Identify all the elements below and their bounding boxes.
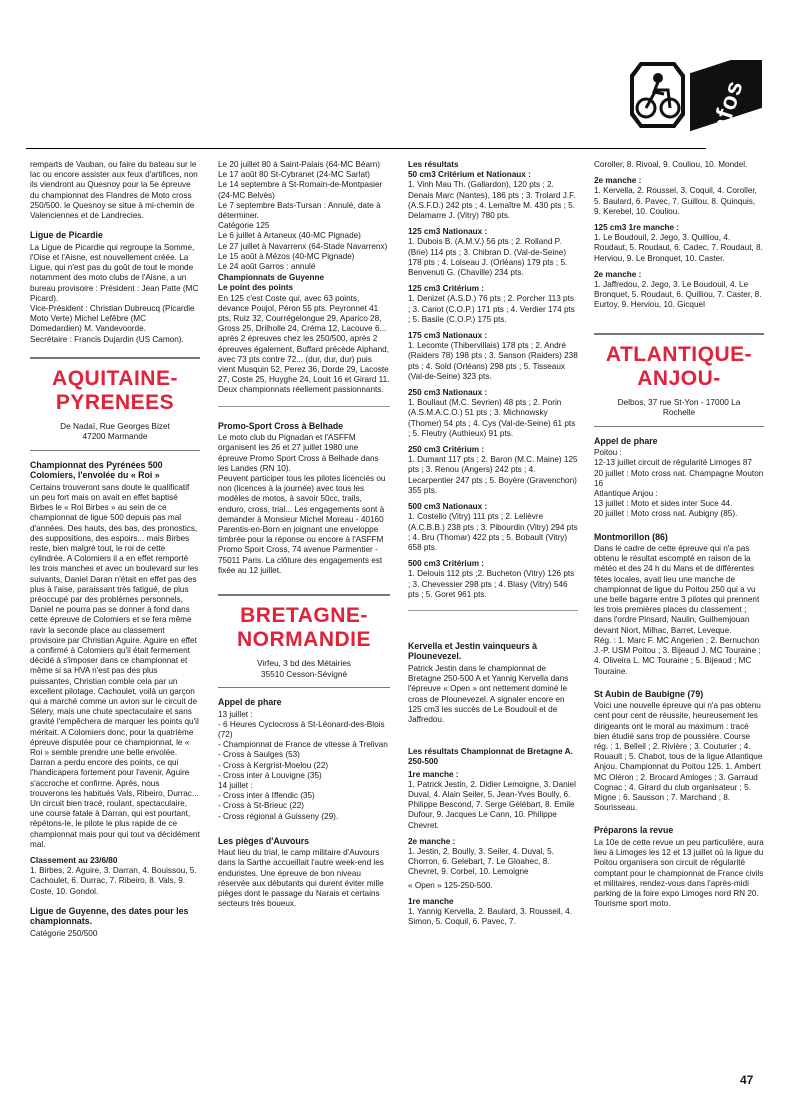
result-text: 1. Dubois B. (A.M.V.) 56 pts ; 2. Rolland P. (Brie) 114 pts ; 3. Chibran D. (Val-de-Seine) 178 pts ; 4. Loiseau J. (Orléans) 179 pts ; 5. Benvenuti G. (Chaville) 234 pts. <box>408 237 568 278</box>
intro-text: remparts de Vauban, ou faire du bateau sur le lac ou encore assister aux feux d'artifices, non ils viendront au Quesnoy pour la 5e épreuve du championnat des Flandres de Moto cross 250/500. le Quesnoy se situe à mi-chemin de Valenciennes et de Landrecies. <box>30 160 198 221</box>
subsection-title: 175 cm3 Nationaux : <box>408 331 488 341</box>
section-text: La 10e de cette revue un peu particulière, aura lieu à Limoges les 12 et 13 juillet où la ligue du Poitou organisera son circuit de régularité comptant pour le championnat de France civils et militaires, rendez-vous dans l'après-midi parking de la foire expo Limoges nord RN 20. Tourisme sport moto. <box>594 837 764 909</box>
section-title: St Aubin de Baubigne (79) <box>594 688 704 699</box>
region-title: NORMANDIE <box>237 628 371 652</box>
column-2 <box>218 160 390 910</box>
region-banner-atlantique <box>594 333 764 391</box>
section-title: Préparons la revue <box>594 825 674 836</box>
section-text: Le moto club du Pignadan et l'ASFFM organisent les 26 et 27 juillet 1980 une épreuve Promo Sport Cross à Belhade dans les Landes (RN 10). Peuvent participer tous les pilotes licenciés ou non (licences à la journée) avec tous les modèles de motos, à savoir 50cc, trails, enduro, cross, trial... Les engagements sont à demander à Monsieur Michel Moreau - 40160 Parentis-en-Born en joignant une enveloppe timbrée pour la réponse ou encore à l'ASFFM Promo Sport Cross, 74 avenue Parmentier - 75011 Paris. La clôture des engagements est fixée au 12 juillet. <box>218 433 386 575</box>
region-address <box>594 397 764 427</box>
column-3 <box>408 160 578 928</box>
result-text: 1. Patrick Jestin, 2. Didier Lemoigne, 3. Daniel Duval, 4. Alain Seiler, 5. Jean-Yves Boully, 6. Philippe Bescond, 7. Serge Gélébart, 8. Emile Dufour, 9. Jacques Le Cann, 10. Philippe Chevret. <box>408 779 576 830</box>
address-line: 47200 Marmande <box>82 431 148 442</box>
section-text: 13 juillet : - 6 Heures Cyclocross à St-Léonard-des-Blois (72) - Championnat de France de vitesse à Trelivan - Cross à Saulges (53) - Cross à Kergrist-Moelou (22) - Cross inter à Louvigne (35) 14 juillet : - Cross inter à Iffendic (35) - Cross à St-Brieuc (22) - Cross régional à Guisseny (29). <box>218 709 388 821</box>
subsection-title: 2e manche : <box>408 836 456 846</box>
subsection-title: 2e manche : <box>594 269 642 279</box>
result-text: 1. Jestin, 2. Boully, 3. Seiler, 4. Duval, 5. Chorron, 6. Gelebart, 7. Le Gloahec, 8. Chevret, 9. Corbel, 10. Lemoigne <box>408 846 554 877</box>
subsection-title: Les résultats Championnat de Bretagne A. 250-500 <box>408 747 573 767</box>
region-title: PYRENEES <box>55 390 175 414</box>
subsection-title: 2e manche : <box>594 176 642 186</box>
section-text: Catégorie 250/500 <box>30 928 98 938</box>
column-1 <box>30 160 200 940</box>
page-number: 47 <box>740 1073 754 1087</box>
region-title: ATLANTIQUE- <box>605 342 753 366</box>
result-text: 1. Vinh Mau Th. (Gallardon), 120 pts ; 2. Denais Marc (Nantes), 186 pts ; 3. Trolard J.F. (A.S.F.D.) 242 pts ; 4. Lemaître M. 430 pts ; 5. Delamarre J. (Vitry) 780 pts. <box>408 180 576 221</box>
subsection-title: 250 cm3 Nationaux : <box>408 388 488 398</box>
subsection-title: 500 cm3 Critérium : <box>408 559 484 569</box>
result-text: Coroller, 8. Rivoal, 9. Couliou, 10. Mondel. <box>594 160 748 169</box>
subsection-title: Classement au 23/6/80 <box>30 856 118 866</box>
result-text: 1. Kervella, 2. Roussel, 3. Coquil, 4. Coroller, 5. Baulard, 6. Pavec, 7. Guillou, 8. Quinquis, 9. Kerebel, 10. Couliou. <box>594 186 757 216</box>
section-title: Les pièges d'Auvours <box>218 835 310 846</box>
section-title: Montmorillon (86) <box>594 531 668 542</box>
divider <box>408 610 578 611</box>
region-address <box>30 421 200 451</box>
address-line: 35510 Cesson-Sévigné <box>260 668 348 679</box>
subsection-title: Championnats de Guyenne <box>218 273 324 283</box>
subsection-title: Les résultats <box>408 160 459 169</box>
result-text: 1. Jaffredou, 2. Jego, 3. Le Boudouil, 4. Le Bronquet, 5. Roudaut, 6. Quilliou, 7. Caster, 8. Eurtoy, 9. Herviou, 10. Gicquel <box>594 280 762 310</box>
result-text: 1. Denizet (A.S.D.) 76 pts ; 2. Porcher 113 pts ; 3. Cariot (C.O.P.) 171 pts ; 4. Verdier 174 pts ; 5. Basile (C.O.P.) 175 pts. <box>408 294 575 324</box>
subsection-title: 50 cm3 Critérium et Nationaux : <box>408 170 531 180</box>
region-banner-aquitaine <box>30 357 200 415</box>
subsection-title: 125 cm3 1re manche : <box>594 223 680 233</box>
address-line: Delbos, 37 rue St-Yon - 17000 La <box>617 396 741 407</box>
region-address <box>218 658 390 688</box>
infos-logo <box>620 60 770 145</box>
subsection-title: Le point des points <box>218 283 294 293</box>
top-rule <box>26 148 706 149</box>
logo-text: infos <box>704 76 749 145</box>
section-title: Appel de phare <box>218 697 282 708</box>
subsection-title: 125 cm3 Critérium : <box>408 284 484 294</box>
section-title: Ligue de Picardie <box>30 230 103 241</box>
subsection-title: 250 cm3 Critérium : <box>408 445 484 455</box>
divider <box>218 406 390 407</box>
section-title: Ligue de Guyenne, des dates pour les championnats. <box>30 905 189 927</box>
section-text: Dans le cadre de cette épreuve qui n'a pas obtenu le résultat escompté en raison de la météo et des 24 h du Mans et de différentes fêtes locales, avait lieu une manche de championnat de ligue du Poitou 250 qui a vu une belle bagarre entre 3 pilotes qui prennent les trois premières places du classement ; dans l'ordre Pinsard, Naulin, Guilhemjouan devant Niort, Milhac, Barret, Leveque. Rég. : 1. Marc F. MC Angerien ; 2. Bernuchon J.-P. USM Poitou ; 3. Bijeaud J. MC Touraine ; 4. Oliveira L. MC Touraine ; 5. Bijeaud ; MC Touraine. <box>594 544 761 676</box>
section-text: En 125 c'est Coste qui, avec 63 points, devance Poujol, Péron 55 pts. Peyronnet 41 pts, Ruiz 32, Courrégelongue 29, Aparico 28, Gross 25, Drilholle 24, Créma 12, Lacouve 6... après 2 épreuves chez les 250/500, après 2 épreuves également, Buffard précède Alphand, avec 73 pts contre 72... (dur, dur, dur) puis vient Musquin 52, Perez 36, Dorde 29, Lacoste 27, Coste 25, Huyghe 24, Louit 16 et Girard 11. Deux championnats réellement passionnants. <box>218 293 390 395</box>
region-title: BRETAGNE- <box>240 604 368 628</box>
section-title: Championnat des Pyrénées 500 Colomiers, l'envolée du « Roi » <box>30 459 163 481</box>
section-text: Voici une nouvelle épreuve qui n'a pas obtenu cent pour cent de réussite, heureusement les dirigeants ont le moral au maximum : tracé bien étudié sans trop de poussière. Course rég. : 1. Belleil ; 2. Rivière ; 3. Couturier ; 4. Rouault ; 5. Chabot, tous de la ligue Atlantique Anjou. Championnat du Poitou 125. 1. Ambert MC Oléron ; 2. Brocard Amloges ; 3. Garraud Cognac ; 4. Girard du club organisateur ; 5. Migne ; 6. Sausson ; 7. Marchand ; 8. Sourisseau. <box>594 701 763 813</box>
result-text: 1. Delouis 112 pts ;2. Bucheton (Vitry) 126 pts ; 3. Chevessier 298 pts ; 4. Blasy (Vitry) 546 pts ; 5. Goret 961 pts. <box>408 569 575 599</box>
section-text: Patrick Jestin dans le championnat de Bretagne 250-500 A et Yannig Kervella dans l'épreuve « Open » ont nettement dominé le cross de Plounevezel. A signaler encore en 125 cm3 les succès de Le Boudouil et de Jaffredou. <box>408 663 569 724</box>
subsection-title: 1re manche <box>408 896 454 906</box>
column-4 <box>594 160 764 910</box>
region-title: AQUITAINE- <box>52 366 178 390</box>
section-text: Certains trouveront sans doute le qualificatif un peu fort mais on avait en effet baptisé Birbes le « Roi Birbes » au sein de ce championnat de ligue 500 depuis pas mal d'années. Des hauts, des bas, des pronostics, des suppositions, des espoirs... mais Birbes reste, bien malgré tout, le roi de cette cylindrée. A Colomiers il a en effet remporté les trois manches et avec un boulevard sur les suivants, Daniel Daran n'était en effet pas des plus à l'aise, paraissant très fatigué, de plus préoccupé par des problèmes personnels, Daniel ne pourra pas se donner à fond dans cette épreuve de Colomiers et se fera même ravir la seconde place au classement provisoire par Christian Aguire. Aguire en effet a confirmé à Colomiers qu'il était fermement décidé à s'imposer dans ce championnat et même si sa HVA n'est pas des plus puissantes, Christian comble cela par un excellent pilotage. Cachoulet, voilà un garçon qui a marché comme un avion sur le circuit de Sélery, mais une chute spectaculaire et sans gravité l'empêchera de marquer les points qu'il méritait. A Colomiers donc, pour la quatrième épreuve disputée pour ce championnat, le « Roi » semble prendre une belle envolée. Darran a perdu encore des points, ce qui l'handicapera fortement pour l'avenir, Aguire s'accroche et confirme. Après, nous trouverons les habitués Vals, Ribeiro, Durrac... Un circuit bien tracé, roulant, spectaculaire, une course fatale à Darran, qui est pourtant, répétons-le, le pilote le plus rapide de ce championnat mais pour qui tout va décidément mal. <box>30 482 200 849</box>
subsection-title: 125 cm3 Nationaux : <box>408 227 488 237</box>
section-text: 1. Birbes, 2. Aguire, 3. Darran, 4. Bouissou, 5. Cachoulet, 6. Durrac, 7. Ribeiro, 8. Vals, 9. Coste, 10. Gondol. <box>30 866 197 896</box>
address-line: Rochelle <box>662 407 696 418</box>
section-title: Kervella et Jestin vainqueurs à Plounevezel. <box>408 640 538 662</box>
subsection-title: 1re manche : <box>408 769 459 779</box>
result-text: 1. Costello (Vitry) 111 pts ; 2. Lelièvre (A.C.B.B.) 238 pts ; 3. Pibourdin (Vitry) 294 pts ; 4. Bru (Thomar) 422 pts ; 5. Bobault (Vitry) 658 pts. <box>408 512 578 552</box>
result-text: 1. Le Boudouil, 2. Jego, 3. Quilliou, 4. Roudaut, 5. Roudaut, 6. Cadec, 7. Roudaut, 8. Herviou, 9. Le Bronquet, 10. Caster. <box>594 233 763 263</box>
result-text: 1. Lecomte (Thibervillais) 178 pts ; 2. André (Raiders 78) 198 pts ; 3. Sanson (Raiders) 238 pts ; 4. Sold (Orléans) 298 pts ; 5. Tisseaux (Val-de-Seine) 323 pts. <box>408 341 578 381</box>
address-line: Virfeu, 3 bd des Métairies <box>257 658 351 669</box>
section-title: Promo-Sport Cross à Belhade <box>218 420 344 431</box>
region-banner-bretagne <box>218 594 390 652</box>
address-line: De Nadaï, Rue Georges Bizet <box>60 420 170 431</box>
result-text: 1. Dumant 117 pts ; 2. Baron (M.C. Maine) 125 pts ; 3. Renou (Angers) 242 pts ; 4. Lecarpentier 247 pts ; 5. Boyère (Gravenchon) 355 pts. <box>408 455 578 495</box>
region-title: ANJOU- <box>637 366 721 390</box>
result-text: 1. Yannig Kervella, 2. Baulard, 3. Rousseil, 4. Simon, 5. Coquil, 6. Pavec, 7. <box>408 906 572 927</box>
section-title: Appel de phare <box>594 435 658 446</box>
dates-text: Le 20 juillet 80 à Saint-Palais (64-MC Béarn) Le 17 août 80 St-Cybranet (24-MC Sarlat) Le 14 septembre à St-Romain-de-Montpasier (24-MC Belvès) Le 7 septembre Bats-Tursan : Annulé, date à déterminer. Catégorie 125 Le 6 juillet à Artaneux (40-MC Pignade) Le 27 juillet à Navarrenx (64-Stade Navarrenx) Le 15 août à Mézos (40-MC Pignade) Le 24 août Garros : annulé <box>218 160 388 272</box>
section-text: La Ligue de Picardie qui regroupe la Somme, l'Oise et l'Aisne, est nouvellement créée. La Ligue, qui n'est pas du goût de tout le monde notamment des moto clubs de l'Aisne, a un bureau provisoire : Président : Jean Patte (MC Picard). Vice-Président : Christian Dubreucq (Picardie Moto Verte) Michel Lefêbre (MC Domedardien) M. Vandevoorde. Secrétaire : Francis Dujardin (US Camon). <box>30 242 199 344</box>
section-text: Poitou : 12-13 juillet circuit de régularité Limoges 87 20 juillet : Moto cross nat. Champagne Mouton 16 Atlantique Anjou : 13 juillet : Moto et sides inter Suce 44. 20 juillet : Moto cross nat. Aubigny (85). <box>594 448 764 519</box>
result-text: 1. Boullaut (M.C. Sevrien) 48 pts ; 2. Porin (A.S.M.A.C.O.) 51 pts ; 3. Michnowsky (Thomer) 54 pts ; 4. Cys (Val-de-Seine) 61 pts ; 5. Fleutry (Authieux) 91 pts. <box>408 398 576 438</box>
section-text: Haut lieu du trial, le camp militaire d'Auvours dans la Sarthe accueillait l'autre week-end les enduristes. Une épreuve de bon niveau réservée aux débutants qui durent éviter mille pièges dont le passage du Narais et certains secteurs très boueux. <box>218 848 384 909</box>
subsection-title: 500 cm3 Nationaux : <box>408 502 488 512</box>
motorcycle-rider-icon <box>620 60 770 145</box>
open-label: « Open » 125-250-500. <box>408 880 493 890</box>
